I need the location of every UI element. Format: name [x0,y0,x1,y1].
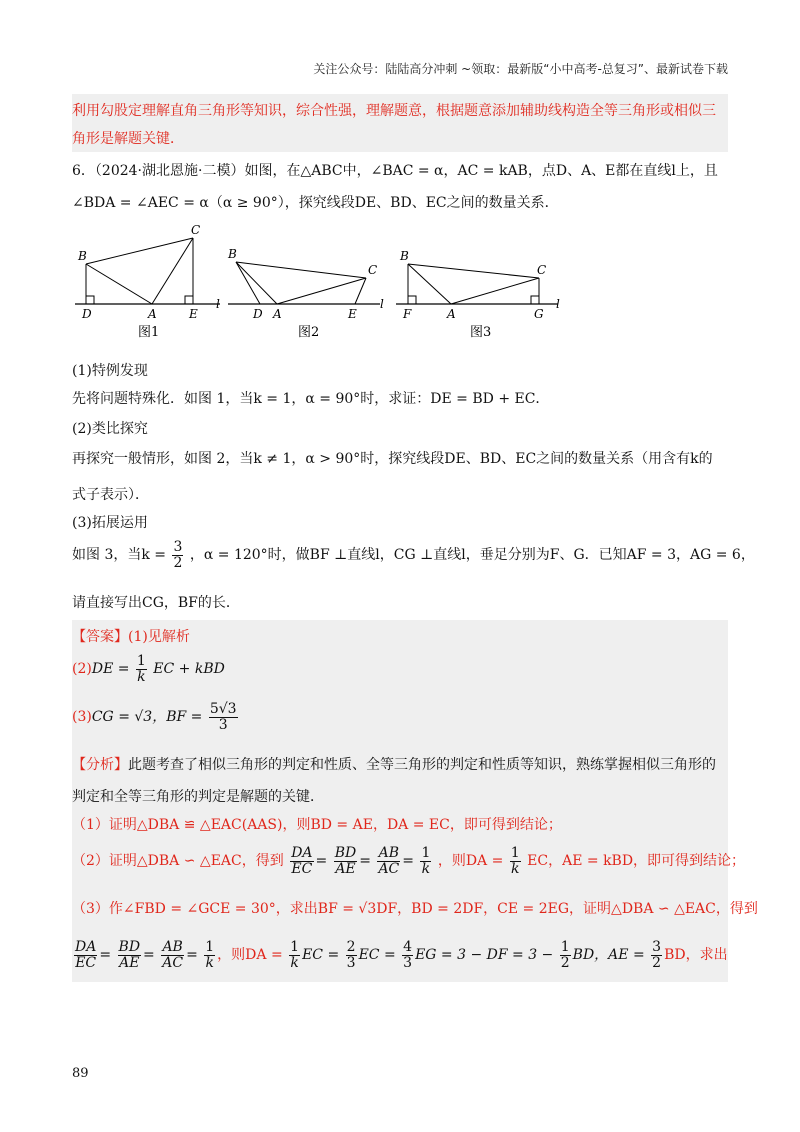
fig3-label-F: F [403,307,412,321]
analysis-step-1: （1）证明△DBA ≌ △EAC(AAS)，则BD = AE，DA = EC，即可得到结论； [72,817,562,833]
fig3-label-B: B [400,249,409,263]
part2-title: (2)类比探究 [72,421,148,437]
fig1-label-C: C [191,223,201,237]
fig2-caption: 图2 [298,325,320,340]
fig2-label-B: B [228,247,237,261]
page-header: 关注公众号：陆陆高分冲刺 ~领取：最新版“小中高考-总复习”、最新试卷下载 [313,62,728,76]
part2-text-1: 再探究一般情形，如图 2，当k ≠ 1，α > 90°时，探究线段DE、BD、EC之间的数量关系（用含有k的 [72,451,713,467]
fig1-label-D: D [82,307,92,321]
figure-2 [227,247,384,340]
analysis-line-2: 判定和全等三角形的判定是解题的关键． [72,789,324,805]
part1-text: 先将问题特殊化．如图 1，当k = 1，α = 90°时，求证：DE = BD + EC． [72,391,550,407]
fig3-label-A: A [447,307,456,321]
figure-3 [396,249,560,340]
fig3-label-C: C [537,263,547,277]
analysis-line-1: 【分析】此题考查了相似三角形的判定和性质、全等三角形的判定和性质等知识，熟练掌握相似三角形的 [72,757,716,773]
analysis-label: 【分析】 [72,757,128,773]
fig1-caption: 图1 [138,325,160,340]
fig2-label-D: D [253,307,263,321]
fig1-label-B: B [78,249,87,263]
fig1-label-E: E [189,307,198,321]
part3-text-1: 如图 3，当k = $\frac{3}{2}$ ，α = 120°时，做BF ⊥直线l，CG ⊥直线l，垂足分别为F、G．已知AF = 3，AG = 6， [72,539,755,571]
part1-title: (1)特例发现 [72,363,148,379]
fig2-label-E: E [348,307,357,321]
fig2-label-C: C [368,263,378,277]
problem-stem-2: ∠BDA = ∠AEC = α（α ≥ 90°），探究线段DE、BD、EC之间的数量关系． [72,195,559,211]
part3-title: (3)拓展运用 [72,515,148,531]
answer-label: 【答案】 [72,629,128,645]
fig3-label-l: l [556,297,560,311]
problem-stem-1: 6．（2024·湖北恩施·二模）如图，在△ABC中，∠BAC = α，AC = kAB，点D、A、E都在直线l上，且 [72,163,718,179]
part3-text-2: 请直接写出CG，BF的长． [72,595,240,611]
fig3-label-G: G [534,307,544,321]
fig1-label-A: A [148,307,157,321]
fig3-caption: 图3 [470,325,492,340]
analysis-step-2: （2）证明△DBA ∽ △EAC，得到 $\frac{DA}{EC}$ = $\frac{BD}{AE}$ = $\frac{AB}{AC}$ = $\frac{1}{k}$ ，则DA = $\frac{1}{k}$ EC，AE = kBD，即可得到结论； [72,845,746,877]
fig2-label-A: A [273,307,282,321]
fig2-label-l: l [380,297,384,311]
figure-1 [75,223,220,340]
figures [70,222,570,344]
intro-line1: 利用勾股定理解直角三角形等知识，综合性强，理解题意，根据题意添加辅助线构造全等三角形或相似三 [72,103,716,119]
answer-line-3: (3)CG = √3，BF = $\frac{5√3}{3}$ [72,701,237,733]
analysis-step-3-1: （3）作∠FBD = ∠GCE = 30°，求出BF = √3DF，BD = 2DF，CE = 2EG，证明△DBA ∽ △EAC，得到 [72,901,758,917]
intro-line2: 角形是解题关键． [72,131,184,147]
answer-line-1: 【答案】(1)见解析 [72,629,190,645]
fig1-label-l: l [216,297,220,311]
page-number: 89 [72,1066,89,1081]
analysis-step-3-2: $\frac{DA}{EC}$ = $\frac{BD}{AE}$ = $\frac{AB}{AC}$ = $\frac{1}{k}$ ，则DA = $\frac{1}{k}$ EC = $\frac{2}{3}$ EC = $\frac{4}{3}$ EG = 3 − DF = 3 − $\frac{1}{2}$ BD，AE = $\frac{3}{2}$ BD，求出 [75,939,728,971]
part2-text-2: 式子表示）． [72,487,149,503]
answer-line-2: (2)DE = $\frac{1}{k}$ EC + kBD [72,653,225,685]
